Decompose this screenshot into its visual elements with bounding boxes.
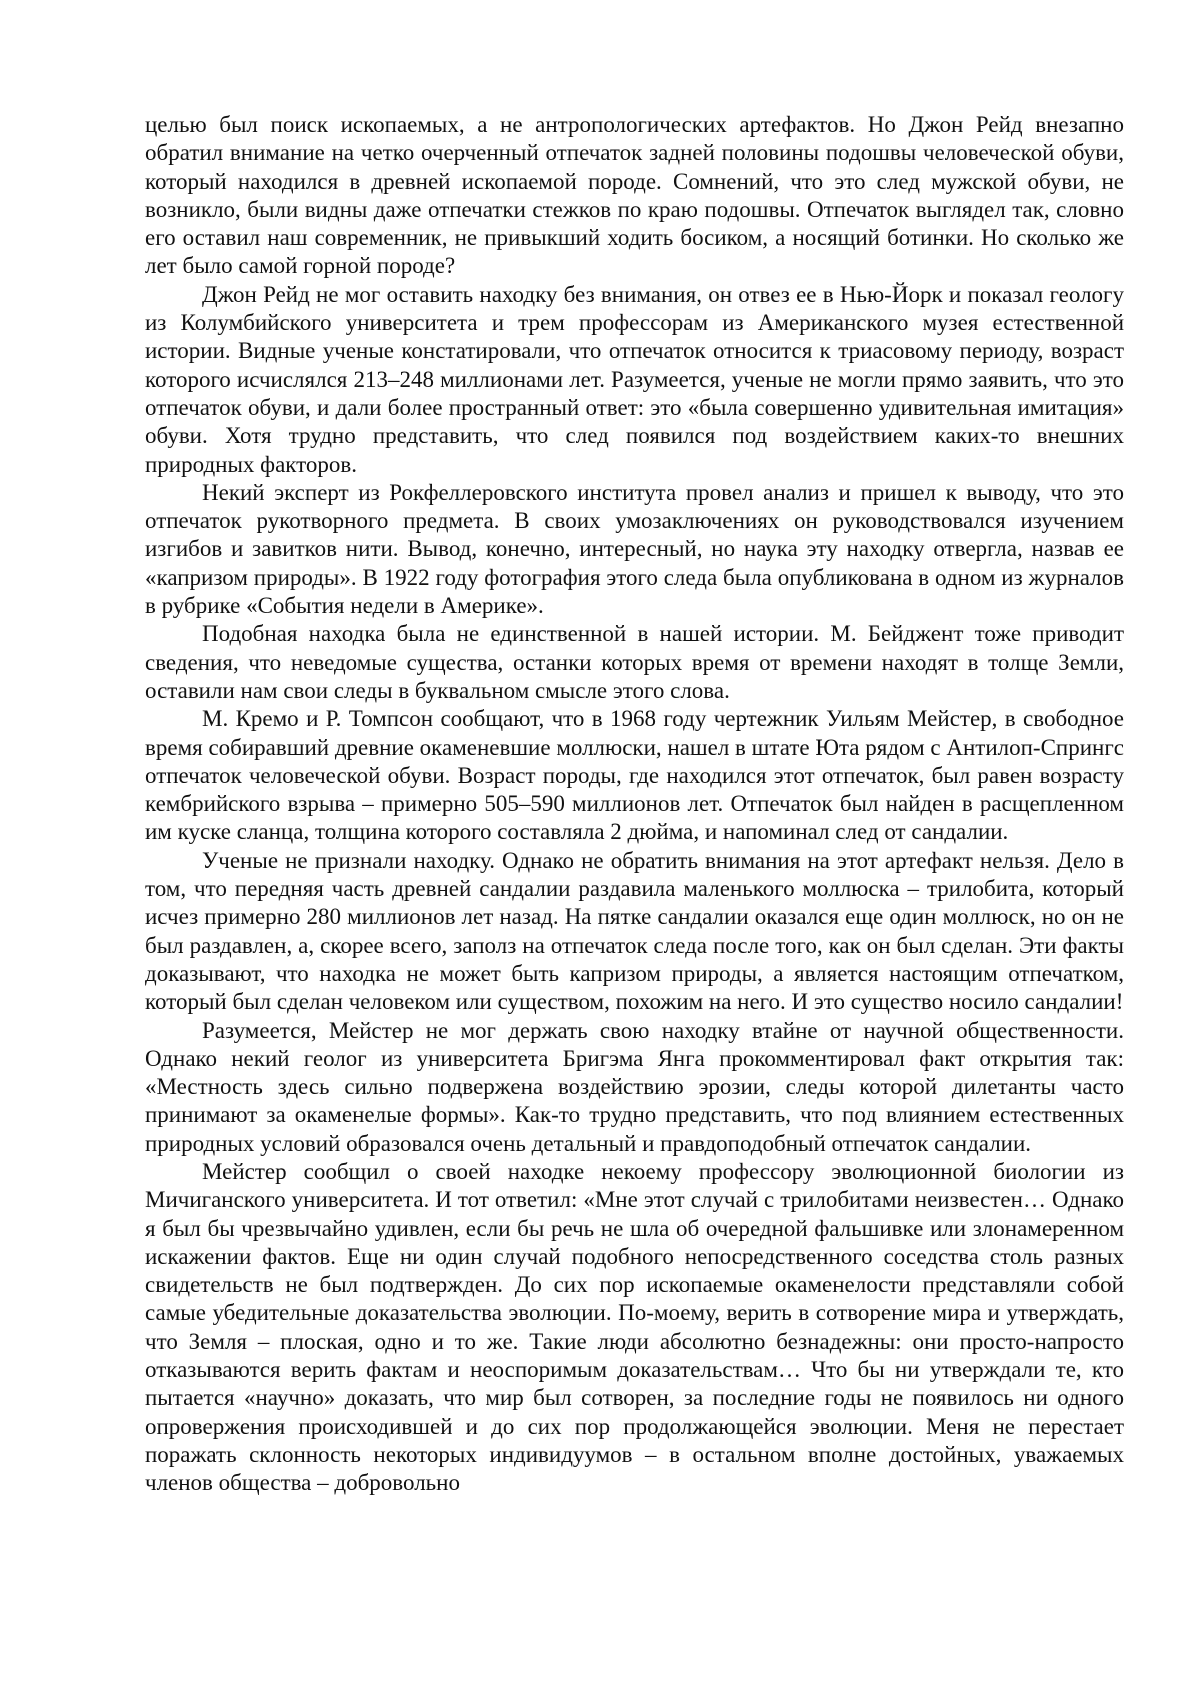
paragraph-6: Ученые не признали находку. Однако не обратить внимания на этот артефакт нельзя. Дело в том, что передняя часть древней сандалии раздавила маленького моллюска – трилобита, который исчез примерно 280 миллионов лет назад. На пятке сандалии оказался еще один моллюск, но он не был раздавлен, а, скорее всего, заполз на отпечаток следа после того, как он был сделан. Эти факты доказывают, что находка не может быть капризом природы, а является настоящим отпечатком, который был сделан человеком или существом, похожим на него. И это существо носило сандалии! <box>145 847 1124 1015</box>
paragraph-5: М. Кремо и Р. Томпсон сообщают, что в 1968 году чертежник Уильям Мейстер, в свободное время собиравший древние окаменевшие моллюски, нашел в штате Юта рядом с Антилоп-Спрингс отпечаток человеческой обуви. Возраст породы, где находился этот отпечаток, был равен возрасту кембрийского взрыва – примерно 505–590 миллионов лет. Отпечаток был найден в расщепленном им куске сланца, толщина которого составляла 2 дюйма, и напоминал след от сандалии. <box>145 706 1125 845</box>
paragraph-3: Некий эксперт из Рокфеллеровского института провел анализ и пришел к выводу, что это отпечаток рукотворного предмета. В своих умозаключениях он руководствовался изучением изгибов и завитков нити. Вывод, конечно, интересный, но наука эту находку отвергла, назвав ее «капризом природы». В 1922 году фотография этого следа была опубликована в одном из журналов в рубрике «События недели в Америке». <box>145 479 1124 619</box>
document-page <box>145 111 1124 1498</box>
paragraph-4: Подобная находка была не единственной в нашей истории. М. Бейджент тоже приводит сведения, что неведомые существа, останки которых время от времени находят в толще Земли, оставили нам свои следы в буквальном смысле этого слова. <box>145 621 1124 703</box>
paragraph-8: Мейстер сообщил о своей находке некоему профессору эволюционной биологии из Мичиганского университета. И тот ответил: «Мне этот случай с трилобитами неизвестен… Однако я был бы чрезвычайно удивлен, если бы речь не шла об очередной фальшивке или злонамеренном искажении фактов. Еще ни один случай подобного непосредственного соседства столь разных свидетельств не был подтвержден. До сих пор ископаемые окаменелости представляли собой самые убедительные доказательства эволюции. По-моему, верить в сотворение мира и утверждать, что Земля – плоская, одно и то же. Такие люди абсолютно безнадежны: они просто-напросто отказываются верить фактам и неоспоримым доказательствам… Что бы ни утверждали те, кто пытается «научно» доказать, что мир был сотворен, за последние годы не появилось ни одного опровержения происходившей и до сих пор продолжающейся эволюции. Меня не перестает поражать склонность некоторых индивидуумов – в остальном вполне достойных, уважаемых членов общества – добровольно <box>145 1158 1124 1496</box>
paragraph-1: целью был поиск ископаемых, а не антропологических артефактов. Но Джон Рейд внезапно обратил внимание на четко очерченный отпечаток задней половины подошвы человеческой обуви, который находился в древней ископаемой породе. Сомнений, что это след мужской обуви, не возникло, были видны даже отпечатки стежков по краю подошвы. Отпечаток выглядел так, словно его оставил наш современник, не привыкший ходить босиком, а носящий ботинки. Но сколько же лет было самой горной породе? <box>145 112 1124 279</box>
paragraph-7: Разумеется, Мейстер не мог держать свою находку втайне от научной общественности. Однако некий геолог из университета Бригэма Янга прокомментировал факт открытия так: «Местность здесь сильно подвержена воздействию эрозии, следы которой дилетанты часто принимают за окаменелые формы». Как-то трудно представить, что под влиянием естественных природных условий образовался очень детальный и правдоподобный отпечаток сандалии. <box>145 1017 1124 1156</box>
paragraph-2: Джон Рейд не мог оставить находку без внимания, он отвез ее в Нью-Йорк и показал геологу из Колумбийского университета и трем профессорам из Американского музея естественной истории. Видные ученые констатировали, что отпечаток относится к триасовому периоду, возраст которого исчислялся 213–248 миллионами лет. Разумеется, ученые не могли прямо заявить, что это отпечаток обуви, и дали более пространный ответ: это «была совершенно удивительная имитация» обуви. Хотя трудно представить, что след появился под воздействием каких-то внешних природных факторов. <box>145 281 1124 477</box>
